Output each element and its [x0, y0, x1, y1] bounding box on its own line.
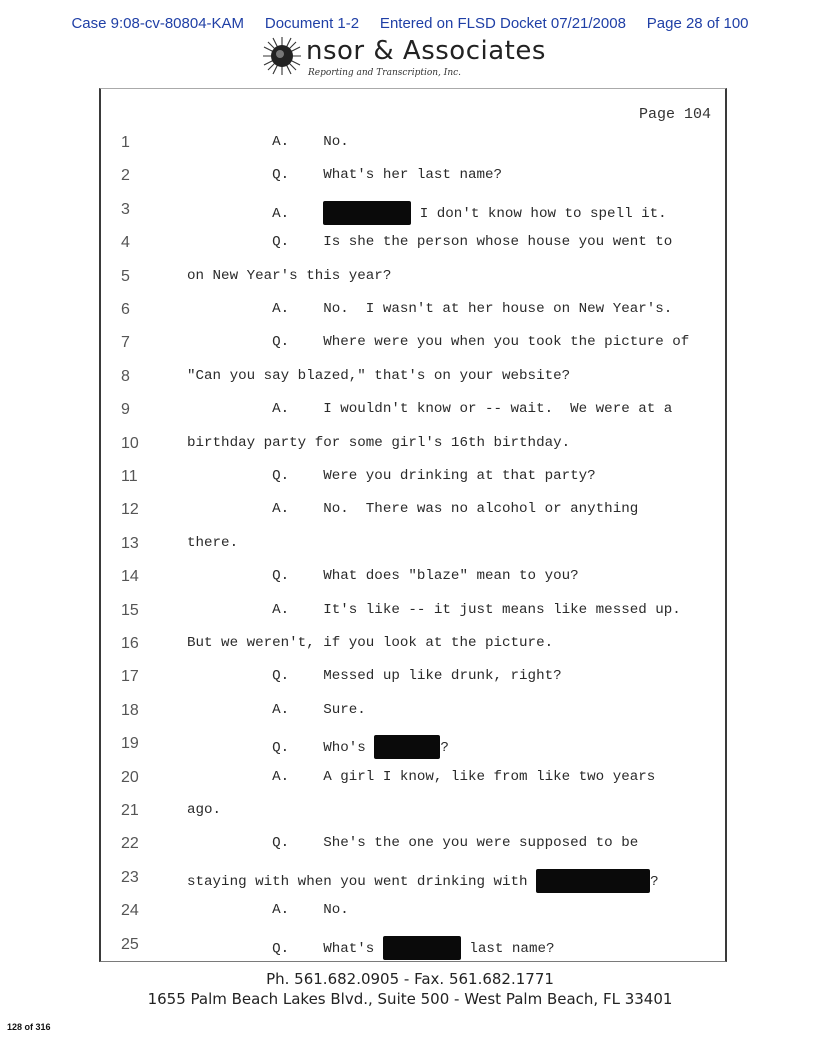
line-text — [187, 535, 238, 551]
line-text-segment: Q. Messed up like drunk, right? — [187, 668, 562, 685]
transcript-line — [99, 401, 723, 434]
reporter-logo — [262, 34, 562, 86]
line-text — [187, 468, 596, 484]
line-text — [187, 735, 449, 759]
transcript-line — [99, 568, 723, 601]
transcript-line — [99, 802, 723, 835]
line-text — [187, 501, 638, 517]
line-text — [187, 201, 667, 225]
line-number: 7 — [121, 334, 130, 352]
footer-address: 1655 Palm Beach Lakes Blvd., Suite 500 - West Palm Beach, FL 33401 — [147, 990, 673, 1008]
redaction-block — [374, 735, 440, 759]
transcript-line — [99, 635, 723, 668]
line-number: 2 — [121, 167, 130, 185]
transcript-line — [99, 368, 723, 401]
line-text-segment: Q. Is she the person whose house you went to — [187, 234, 673, 251]
transcript-line — [99, 869, 723, 902]
transcript-line — [99, 902, 723, 935]
transcript-line — [99, 835, 723, 868]
line-text-segment: on New Year's this year? — [187, 267, 392, 284]
line-number: 12 — [121, 501, 139, 519]
line-text-segment: Q. What's her last name? — [187, 167, 503, 184]
line-text-segment: I don't know how to spell it. — [411, 205, 667, 222]
line-number: 19 — [121, 735, 139, 753]
line-number: 14 — [121, 568, 139, 586]
line-number: 3 — [121, 200, 130, 218]
transcript-line — [99, 668, 723, 701]
line-number: 10 — [121, 434, 139, 452]
line-text-segment: Q. What's — [187, 940, 383, 957]
line-text-segment: birthday party for some girl's 16th birthday. — [187, 434, 571, 451]
transcript-line — [99, 501, 723, 534]
line-text — [187, 234, 672, 250]
line-number: 24 — [121, 902, 139, 920]
transcript-line — [99, 535, 723, 568]
line-text — [187, 635, 553, 651]
line-text — [187, 401, 672, 417]
line-text — [187, 435, 570, 451]
transcript-page-number: Page 104 — [638, 106, 711, 123]
line-text-segment: ? — [440, 739, 449, 756]
transcript-line — [99, 334, 723, 367]
line-text-segment: A. No. There was no alcohol or anything — [187, 501, 639, 518]
transcript-line — [99, 134, 723, 167]
redaction-block — [536, 869, 650, 893]
line-text-segment: staying with when you went drinking with — [187, 873, 537, 890]
transcript-line — [99, 301, 723, 334]
line-text-segment: A. — [187, 205, 324, 222]
line-text-segment: A. No. — [187, 134, 349, 150]
reporter-subtitle: Reporting and Transcription, Inc. — [308, 68, 462, 78]
line-text — [187, 702, 366, 718]
globe-logo-icon — [262, 36, 302, 76]
line-number: 11 — [121, 468, 138, 485]
transcript-line — [99, 735, 723, 768]
transcript-line — [99, 268, 723, 301]
line-text — [187, 167, 502, 183]
line-text — [187, 902, 349, 918]
line-text-segment: last name? — [460, 940, 555, 957]
line-text-segment: there. — [187, 534, 239, 551]
line-text-segment: ? — [650, 873, 659, 890]
line-number: 23 — [121, 868, 139, 886]
line-text — [187, 668, 562, 684]
transcript-line — [99, 468, 723, 501]
line-number: 8 — [121, 367, 130, 385]
line-text-segment: Q. What does "blaze" mean to you? — [187, 568, 579, 585]
line-number: 16 — [121, 635, 139, 652]
line-text-segment: A. No. I wasn't at her house on New Year's. — [187, 301, 673, 317]
line-text — [187, 334, 689, 350]
line-text-segment: A. A girl I know, like from like two years — [187, 768, 656, 785]
line-text — [187, 869, 659, 893]
transcript-line — [99, 769, 723, 802]
reporter-name: nsor & Associates — [306, 36, 546, 66]
line-number: 22 — [121, 835, 139, 853]
line-number: 18 — [121, 701, 139, 719]
docket-header: Case 9:08-cv-80804-KAM Document 1-2 Entered on FLSD Docket 07/21/2008 Page 28 of 100 — [71, 15, 749, 32]
line-number: 4 — [121, 234, 130, 252]
line-text — [187, 769, 655, 785]
line-text-segment: ago. — [187, 802, 222, 818]
line-text — [187, 835, 638, 851]
line-text — [187, 301, 672, 317]
transcript-line — [99, 602, 723, 635]
line-text — [187, 602, 681, 618]
line-number: 1 — [121, 134, 130, 151]
redaction-block — [323, 201, 411, 225]
line-text-segment: Q. Were you drinking at that party? — [187, 468, 596, 484]
line-text — [187, 368, 570, 384]
line-text — [187, 936, 554, 960]
line-text-segment: A. No. — [187, 902, 349, 919]
transcript-line — [99, 435, 723, 468]
line-text — [187, 268, 391, 284]
transcript-line — [99, 936, 723, 969]
line-number: 17 — [121, 668, 139, 686]
line-number: 21 — [121, 802, 139, 819]
footer-contact: Ph. 561.682.0905 - Fax. 561.682.1771 — [266, 970, 554, 988]
line-number: 9 — [121, 401, 130, 419]
transcript-line — [99, 234, 723, 267]
line-text-segment: "Can you say blazed," that's on your website? — [187, 367, 571, 384]
line-number: 20 — [121, 768, 139, 786]
line-text-segment: But we weren't, if you look at the picture. — [187, 635, 554, 651]
line-text-segment: Q. Who's — [187, 739, 375, 756]
page-count: 128 of 316 — [7, 1022, 51, 1032]
line-text-segment: A. It's like -- it just means like messed up. — [187, 601, 681, 618]
line-number: 13 — [121, 534, 139, 552]
line-number: 6 — [121, 301, 130, 318]
transcript-line — [99, 167, 723, 200]
line-text-segment: A. I wouldn't know or -- wait. We were at a — [187, 401, 673, 418]
line-text — [187, 568, 579, 584]
line-text-segment: Q. She's the one you were supposed to be — [187, 835, 639, 852]
transcript-line — [99, 201, 723, 234]
line-number: 5 — [121, 267, 130, 285]
line-number: 25 — [121, 935, 139, 953]
line-text — [187, 802, 221, 818]
redaction-block — [383, 936, 461, 960]
line-text-segment: A. Sure. — [187, 701, 366, 718]
line-text-segment: Q. Where were you when you took the picture of — [187, 334, 690, 351]
line-text — [187, 134, 349, 150]
transcript-line — [99, 702, 723, 735]
line-number: 15 — [121, 601, 139, 619]
